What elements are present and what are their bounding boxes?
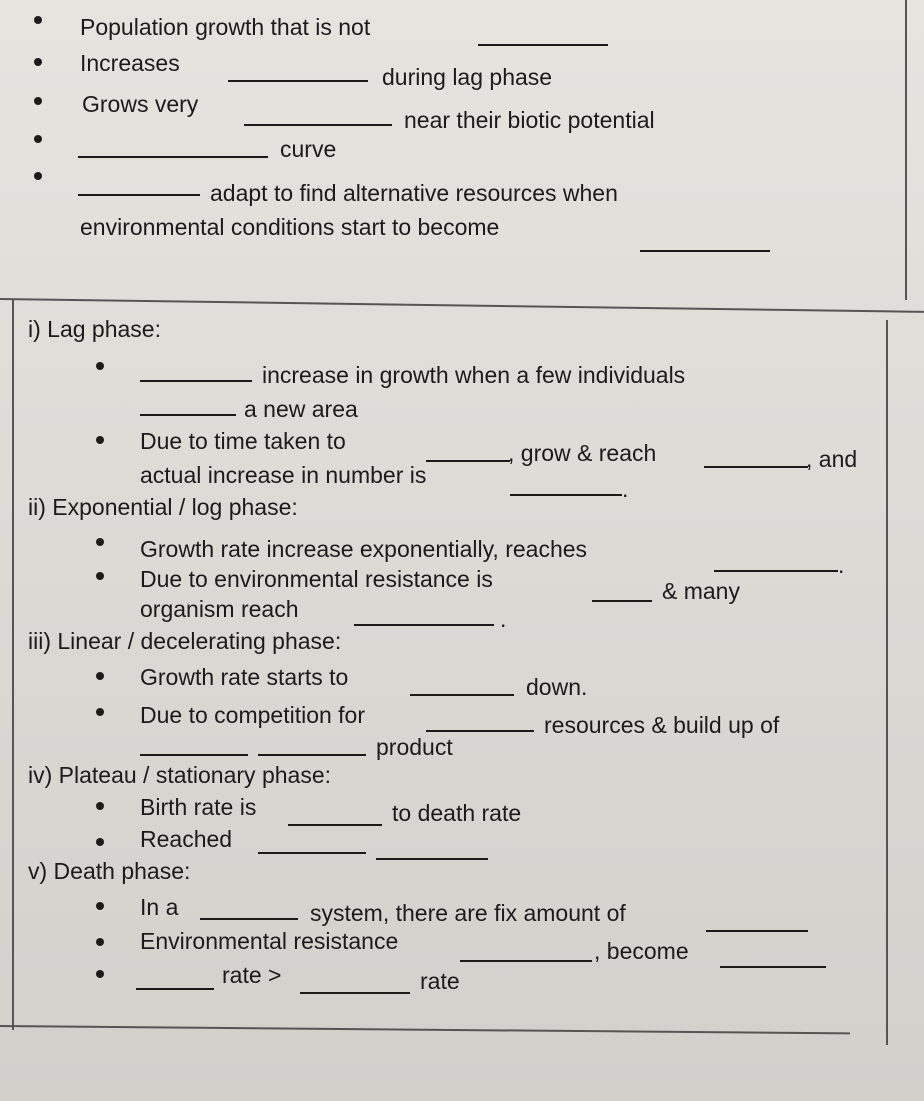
text-line: , and (806, 446, 858, 472)
bullet (96, 572, 104, 580)
text-line: Increases (80, 50, 180, 76)
text-line: resources & build up of (544, 712, 780, 738)
section-heading: ii) Exponential / log phase: (28, 494, 298, 520)
text-line: , become (594, 938, 689, 964)
text-line: adapt to find alternative resources when (210, 180, 618, 206)
answer-blank[interactable] (140, 380, 252, 382)
answer-blank[interactable] (136, 988, 214, 990)
text-line: Due to time taken to (140, 428, 346, 454)
frame-right-border (905, 0, 907, 300)
text-line: down. (526, 674, 588, 700)
frame-left-border (12, 300, 14, 1030)
answer-blank[interactable] (410, 694, 514, 696)
text-line: organism reach (140, 596, 299, 622)
bullet (34, 58, 42, 66)
text-line: , grow & reach (508, 440, 657, 466)
text-line: . (500, 606, 507, 632)
text-line: Population growth that is not (80, 14, 371, 40)
text-line: actual increase in number is (140, 462, 427, 488)
text-line: . (622, 476, 629, 502)
answer-blank[interactable] (354, 624, 494, 626)
answer-blank[interactable] (592, 600, 652, 602)
frame-right-border-lower (886, 320, 888, 1045)
bullet (34, 16, 42, 24)
bullet (96, 938, 104, 946)
answer-blank[interactable] (228, 80, 368, 82)
bullet (96, 672, 104, 680)
text-line: environmental conditions start to become (80, 214, 500, 240)
bullet (96, 436, 104, 444)
text-line: & many (662, 578, 740, 604)
text-line: Birth rate is (140, 794, 257, 820)
text-line: Environmental resistance (140, 928, 399, 954)
text-line: near their biotic potential (404, 107, 655, 133)
text-line: system, there are fix amount of (310, 900, 626, 926)
text-line: Growth rate increase exponentially, reaches (140, 536, 588, 562)
bullet (96, 902, 104, 910)
answer-blank[interactable] (244, 124, 392, 126)
text-line: a new area (244, 396, 358, 422)
answer-blank[interactable] (78, 156, 268, 158)
text-line: Reached (140, 826, 233, 852)
text-line: Grows very (82, 91, 199, 117)
answer-blank[interactable] (478, 44, 608, 46)
bullet (96, 708, 104, 716)
answer-blank[interactable] (460, 960, 592, 962)
section-divider (0, 298, 924, 313)
text-line: rate > (222, 962, 282, 988)
bullet (96, 970, 104, 978)
text-line: Due to environmental resistance is (140, 566, 493, 592)
text-line: . (838, 552, 845, 578)
text-line: In a (140, 894, 179, 920)
answer-blank[interactable] (510, 494, 622, 496)
bullet (96, 362, 104, 370)
section-heading: iv) Plateau / stationary phase: (28, 762, 331, 788)
bullet (96, 838, 104, 846)
answer-blank[interactable] (140, 414, 236, 416)
answer-blank[interactable] (258, 852, 366, 854)
answer-blank[interactable] (200, 918, 298, 920)
section-heading: iii) Linear / decelerating phase: (28, 628, 342, 654)
answer-blank[interactable] (720, 966, 826, 968)
section-heading: v) Death phase: (28, 858, 191, 884)
bullet (34, 172, 42, 180)
section-heading: i) Lag phase: (28, 316, 161, 342)
text-line: curve (280, 136, 337, 162)
answer-blank[interactable] (714, 570, 838, 572)
answer-blank[interactable] (140, 754, 248, 756)
bullet (96, 802, 104, 810)
answer-blank[interactable] (426, 730, 534, 732)
text-line: Growth rate starts to (140, 664, 349, 690)
text-line: during lag phase (382, 64, 553, 90)
answer-blank[interactable] (300, 992, 410, 994)
answer-blank[interactable] (258, 754, 366, 756)
bullet (34, 135, 42, 143)
text-line: product (376, 734, 453, 760)
frame-bottom-border (0, 1025, 850, 1034)
text-line: rate (420, 968, 460, 994)
answer-blank[interactable] (426, 460, 510, 462)
bullet (34, 97, 42, 105)
answer-blank[interactable] (640, 250, 770, 252)
text-line: to death rate (392, 800, 522, 826)
bullet (96, 538, 104, 546)
answer-blank[interactable] (288, 824, 382, 826)
answer-blank[interactable] (706, 930, 808, 932)
answer-blank[interactable] (78, 194, 200, 196)
text-line: increase in growth when a few individuals (262, 362, 686, 388)
answer-blank[interactable] (376, 858, 488, 860)
answer-blank[interactable] (704, 466, 808, 468)
text-line: Due to competition for (140, 702, 366, 728)
